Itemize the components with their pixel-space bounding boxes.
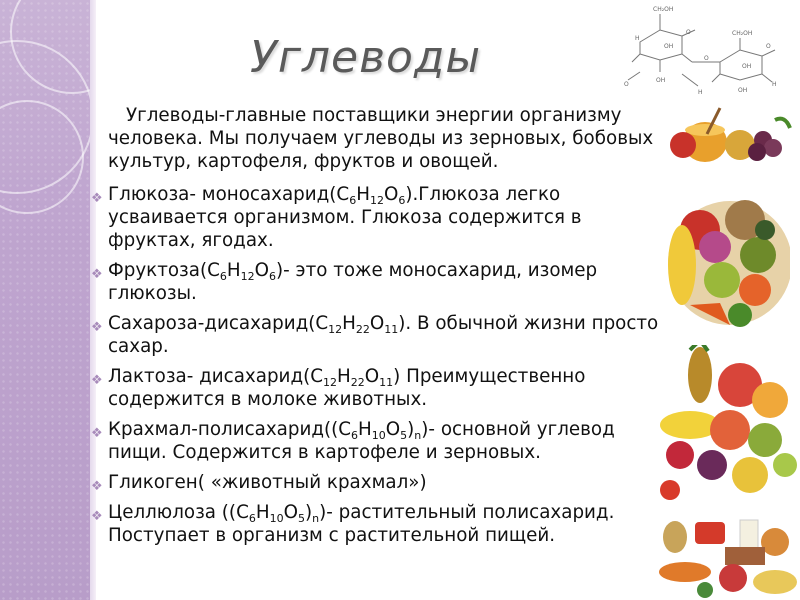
item-text: )- основной углевод пищи. Содержится в картофеле и зерновых.: [108, 419, 615, 463]
carbohydrate-item: [91, 501, 663, 547]
slide-body: [91, 104, 663, 554]
svg-text:OH: OH: [738, 87, 748, 94]
honey-fruit-picture: [665, 100, 795, 165]
formula-subscript: 12: [322, 376, 337, 389]
svg-text:O: O: [766, 43, 771, 50]
item-text: Фруктоза(С: [108, 260, 220, 281]
formula-subscript: 12: [328, 323, 343, 336]
carbohydrate-item: [91, 365, 663, 411]
formula-subscript: 22: [355, 323, 370, 336]
item-text: )- растительный полисахарид. Поступает в организм с растительной пищей.: [108, 502, 615, 546]
formula-subscript: 6: [351, 429, 359, 442]
item-text: Гликоген( «животный крахмал»): [108, 472, 427, 493]
item-text: О: [369, 313, 385, 334]
item-text: ): [407, 419, 415, 440]
svg-text:H: H: [635, 35, 640, 42]
formula-subscript: 6: [269, 270, 276, 283]
item-text: Н: [336, 366, 351, 387]
formula-subscript: 6: [248, 512, 256, 525]
item-text: Лактоза- дисахарид(С: [108, 366, 323, 387]
item-text: Н: [356, 184, 370, 205]
svg-text:CH₂OH: CH₂OH: [653, 6, 674, 13]
formula-subscript: 11: [379, 376, 394, 389]
bullet-icon: ❖: [91, 267, 103, 282]
decorative-band: [0, 0, 90, 600]
svg-text:H: H: [698, 89, 703, 96]
svg-text:O: O: [686, 29, 691, 36]
formula-subscript: 10: [371, 429, 386, 442]
formula-subscript: 6: [398, 194, 406, 207]
carbohydrate-item: [91, 183, 663, 252]
carbohydrate-item: [91, 471, 663, 494]
item-text: ). В обычной жизни просто сахар.: [108, 313, 659, 357]
formula-subscript: 10: [269, 512, 284, 525]
item-text: Целлюлоза ((С: [108, 502, 249, 523]
slide-title: Углеводы: [250, 32, 482, 83]
svg-text:CH₂OH: CH₂OH: [732, 30, 753, 37]
formula-subscript: n: [414, 429, 422, 442]
carbohydrate-item: [91, 418, 663, 464]
formula-subscript: 6: [219, 270, 227, 283]
item-text: О: [283, 502, 298, 523]
svg-text:OH: OH: [664, 43, 674, 50]
item-text: О: [254, 260, 269, 281]
intro-paragraph: Углеводы-главные поставщики энергии организму человека. Мы получаем углеводы из зерновых, бобовых культур, картофеля, фруктов и овощей.: [108, 105, 654, 172]
item-text: Н: [226, 260, 241, 281]
formula-subscript: 5: [297, 512, 305, 525]
svg-text:H: H: [772, 81, 777, 88]
svg-text:OH: OH: [656, 77, 666, 84]
formula-subscript: 6: [349, 194, 357, 207]
carbohydrate-item: [91, 259, 663, 305]
formula-subscript: 12: [369, 194, 384, 207]
item-text: Н: [358, 419, 372, 440]
item-text: ).Глюкоза легко усваивается организмом. Глюкоза содержится в фруктах, ягодах.: [108, 184, 582, 251]
item-text: Н: [255, 502, 270, 523]
item-text: О: [364, 366, 380, 387]
item-text: Н: [342, 313, 356, 334]
carbohydrate-formula-diagram: [620, 2, 800, 98]
svg-text:O: O: [704, 55, 709, 62]
item-text: Сахароза-дисахарид(С: [108, 313, 329, 334]
svg-text:OH: OH: [742, 63, 752, 70]
bullet-icon: ❖: [91, 479, 103, 494]
svg-text:O: O: [624, 81, 629, 88]
item-text: Глюкоза- моносахарид(С: [108, 184, 350, 205]
formula-subscript: 22: [350, 376, 365, 389]
bullet-icon: ❖: [91, 191, 103, 206]
bullet-icon: ❖: [91, 509, 103, 524]
groceries-picture: [655, 512, 800, 600]
fruit-pile-picture: [650, 345, 800, 505]
fruit-vegetable-plate-picture: [660, 185, 790, 340]
formula-subscript: 5: [400, 429, 408, 442]
formula-subscript: 12: [240, 270, 255, 283]
bullet-icon: ❖: [91, 373, 103, 388]
formula-subscript: 11: [384, 323, 399, 336]
carbohydrate-item: [91, 312, 663, 358]
item-text: Крахмал-полисахарид((С: [108, 419, 352, 440]
item-text: )- это тоже моносахарид, изомер глюкозы.: [108, 260, 598, 304]
item-text: ): [304, 502, 313, 523]
item-text: О: [385, 419, 401, 440]
item-text: ) Преимущественно содержится в молоке животных.: [108, 366, 586, 410]
formula-subscript: n: [312, 512, 320, 525]
bullet-icon: ❖: [91, 426, 103, 441]
item-text: О: [383, 184, 399, 205]
carbohydrate-list: [91, 183, 663, 547]
bullet-icon: ❖: [91, 320, 103, 335]
